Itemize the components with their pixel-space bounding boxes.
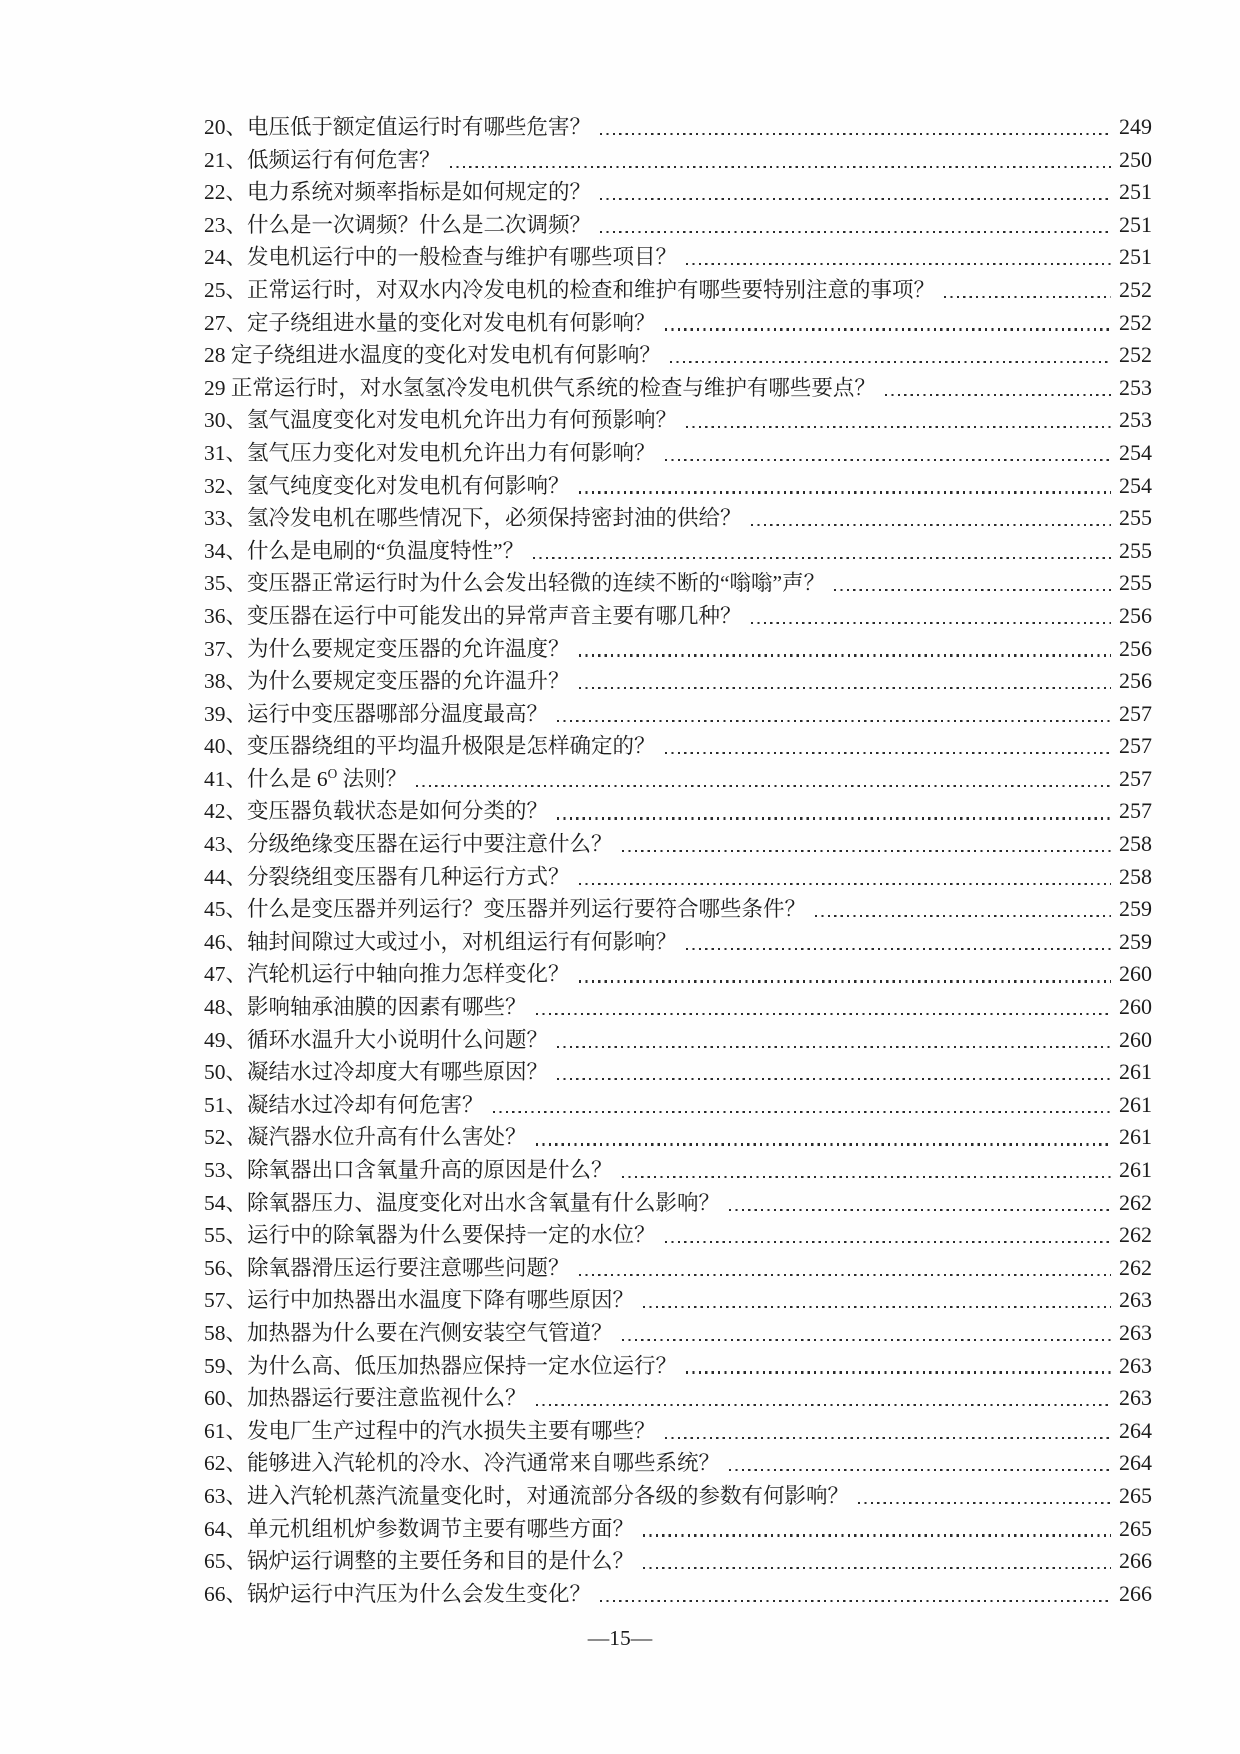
toc-entry-number: 33、 bbox=[204, 506, 248, 531]
toc-entry bbox=[204, 991, 1152, 1024]
toc-entry-page: 261 bbox=[1119, 1059, 1152, 1085]
toc-entry-title: 凝汽器水位升高有什么害处？ bbox=[247, 1125, 527, 1150]
dot-leader bbox=[600, 198, 1111, 200]
toc-entry-title: 氢气纯度变化对发电机有何影响？ bbox=[247, 473, 570, 498]
toc-entry bbox=[204, 404, 1152, 437]
toc-entry-title: 轴封间隙过大或过小，对机组运行有何影响？ bbox=[247, 929, 678, 954]
toc-entry-title: 锅炉运行中汽压为什么会发生变化？ bbox=[247, 1581, 592, 1606]
toc-entry-page: 261 bbox=[1119, 1124, 1152, 1150]
toc-entry bbox=[204, 1382, 1152, 1415]
toc-entry-page: 257 bbox=[1119, 733, 1152, 759]
dot-leader bbox=[665, 1437, 1111, 1439]
dot-leader bbox=[536, 1404, 1111, 1406]
toc-entry-page: 250 bbox=[1119, 146, 1152, 172]
toc-entry-title: 定子绕组进水温度的变化对发电机有何影响？ bbox=[230, 343, 661, 368]
dot-leader bbox=[643, 1567, 1111, 1569]
toc-entry bbox=[204, 470, 1152, 503]
toc-entry bbox=[204, 567, 1152, 600]
toc-entry-title: 氢冷发电机在哪些情况下，必须保持密封油的供给？ bbox=[247, 506, 742, 531]
dot-leader bbox=[557, 817, 1111, 819]
dot-leader bbox=[729, 1209, 1111, 1211]
toc-entry bbox=[204, 535, 1152, 568]
toc-entry-title: 为什么要规定变压器的允许温升？ bbox=[247, 669, 570, 694]
dot-leader bbox=[536, 1143, 1111, 1145]
toc-entry-title: 汽轮机运行中轴向推力怎样变化？ bbox=[247, 962, 570, 987]
toc-entry-number: 56、 bbox=[204, 1255, 248, 1280]
toc-entry-number: 32、 bbox=[204, 473, 248, 498]
dot-leader bbox=[665, 328, 1111, 330]
toc-entry bbox=[204, 144, 1152, 177]
toc-entry-number: 48、 bbox=[204, 995, 248, 1020]
toc-entry-number: 22、 bbox=[204, 180, 248, 205]
toc-entry-title: 运行中的除氧器为什么要保持一定的水位？ bbox=[247, 1223, 656, 1248]
toc-entry-page: 262 bbox=[1119, 1189, 1152, 1215]
dot-leader bbox=[622, 1176, 1111, 1178]
toc-entry-page: 256 bbox=[1119, 602, 1152, 628]
toc-entry-number: 53、 bbox=[204, 1158, 248, 1182]
toc-entry-number: 21、 bbox=[204, 147, 248, 172]
dot-leader bbox=[729, 1469, 1111, 1471]
toc-entry-page: 265 bbox=[1119, 1515, 1152, 1541]
toc-entry-number: 55、 bbox=[204, 1223, 248, 1248]
toc-entry bbox=[204, 1121, 1152, 1154]
toc-entry bbox=[204, 1578, 1152, 1611]
toc-entry bbox=[204, 1154, 1152, 1187]
dot-leader bbox=[557, 1046, 1111, 1048]
toc-entry-title: 电压低于额定值运行时有哪些危害？ bbox=[247, 115, 592, 139]
toc-entry bbox=[204, 1284, 1152, 1317]
toc-entry-title: 锅炉运行调整的主要任务和目的是什么？ bbox=[247, 1549, 635, 1574]
dot-leader bbox=[536, 1013, 1111, 1015]
dot-leader bbox=[686, 948, 1111, 950]
toc-entry-title: 为什么高、低压加热器应保持一定水位运行？ bbox=[247, 1353, 678, 1378]
dot-leader bbox=[751, 622, 1111, 624]
toc-entry-title: 变压器负载状态是如何分类的？ bbox=[247, 799, 549, 824]
toc-entry-number: 49、 bbox=[204, 1027, 248, 1052]
toc-entry-number: 24、 bbox=[204, 245, 248, 270]
toc-entry-number: 57、 bbox=[204, 1288, 248, 1313]
toc-entry bbox=[204, 633, 1152, 666]
toc-entry-title: 除氧器出口含氧量升高的原因是什么？ bbox=[247, 1158, 613, 1182]
toc-entry-number: 29 bbox=[204, 375, 231, 400]
dot-leader bbox=[579, 1274, 1111, 1276]
toc-entry bbox=[204, 1187, 1152, 1220]
toc-entry-page: 263 bbox=[1119, 1287, 1152, 1313]
dot-leader bbox=[944, 296, 1111, 298]
toc-entry-page: 251 bbox=[1119, 211, 1152, 237]
toc-entry bbox=[204, 861, 1152, 894]
toc-entry-number: 31、 bbox=[204, 440, 248, 465]
toc-entry bbox=[204, 307, 1152, 340]
toc-entry-number: 37、 bbox=[204, 636, 248, 661]
toc-entry-title: 分裂绕组变压器有几种运行方式？ bbox=[247, 864, 570, 889]
toc-title-segment: 法则？ bbox=[337, 766, 408, 791]
toc-entry-number: 66、 bbox=[204, 1581, 248, 1606]
toc-entry-page: 251 bbox=[1119, 179, 1152, 205]
toc-entry bbox=[204, 209, 1152, 242]
toc-entry-title: 发电机运行中的一般检查与维护有哪些项目？ bbox=[247, 245, 678, 270]
toc-entry-title bbox=[247, 763, 407, 796]
toc-entry-number: 59、 bbox=[204, 1353, 248, 1378]
toc-entry bbox=[204, 1056, 1152, 1089]
dot-leader bbox=[450, 166, 1111, 168]
dot-leader bbox=[557, 1078, 1111, 1080]
toc-entry-number: 40、 bbox=[204, 734, 248, 759]
toc-entry-number: 47、 bbox=[204, 962, 248, 987]
toc-entry-page: 263 bbox=[1119, 1319, 1152, 1345]
toc-entry-page: 263 bbox=[1119, 1385, 1152, 1411]
toc-entry-page: 257 bbox=[1119, 798, 1152, 824]
toc-entry-page: 260 bbox=[1119, 1026, 1152, 1052]
toc-entry-number: 43、 bbox=[204, 832, 248, 857]
toc-entry-number: 52、 bbox=[204, 1125, 248, 1150]
dot-leader bbox=[643, 1534, 1111, 1536]
toc-entry bbox=[204, 339, 1152, 372]
toc-entry-number: 30、 bbox=[204, 408, 248, 433]
toc-entry-number: 58、 bbox=[204, 1320, 248, 1345]
toc-entry-page: 254 bbox=[1119, 439, 1152, 465]
toc-entry-number: 28 bbox=[204, 343, 231, 368]
toc-entry-title: 除氧器滑压运行要注意哪些问题？ bbox=[247, 1255, 570, 1280]
toc-entry-title: 运行中加热器出水温度下降有哪些原因？ bbox=[247, 1288, 635, 1313]
dot-leader bbox=[557, 720, 1111, 722]
dot-leader bbox=[665, 752, 1111, 754]
toc-entry-page: 261 bbox=[1119, 1091, 1152, 1117]
toc-entry bbox=[204, 1545, 1152, 1578]
toc-entry bbox=[204, 274, 1152, 307]
toc-entry-page: 251 bbox=[1119, 244, 1152, 270]
toc-entry-number: 35、 bbox=[204, 571, 248, 596]
dot-leader bbox=[416, 785, 1111, 787]
toc-entry-number: 45、 bbox=[204, 897, 248, 922]
toc-entry-page: 255 bbox=[1119, 537, 1152, 563]
toc-entry-title: 什么是电刷的“负温度特性”？ bbox=[247, 538, 525, 563]
dot-leader bbox=[686, 1371, 1111, 1373]
toc-entry-number: 27、 bbox=[204, 310, 248, 335]
toc-entry-page: 258 bbox=[1119, 831, 1152, 857]
dot-leader bbox=[600, 133, 1111, 135]
toc-entry-title: 电力系统对频率指标是如何规定的？ bbox=[247, 180, 592, 205]
toc-entry-title: 进入汽轮机蒸汽流量变化时，对通流部分各级的参数有何影响？ bbox=[247, 1483, 850, 1508]
toc-entry-title: 氢气压力变化对发电机允许出力有何影响？ bbox=[247, 440, 656, 465]
toc-entry-title: 除氧器压力、温度变化对出水含氧量有什么影响？ bbox=[247, 1190, 721, 1215]
toc-entry bbox=[204, 1089, 1152, 1122]
toc-entry bbox=[204, 1350, 1152, 1383]
dot-leader bbox=[533, 557, 1111, 559]
toc-entry-page: 257 bbox=[1119, 700, 1152, 726]
toc-entry-page: 259 bbox=[1119, 928, 1152, 954]
toc-entry-title: 凝结水过冷却有何危害？ bbox=[247, 1092, 484, 1117]
toc-entry-number: 65、 bbox=[204, 1549, 248, 1574]
toc-entry-title: 变压器在运行中可能发出的异常声音主要有哪几种？ bbox=[247, 603, 742, 628]
toc-entry-page: 253 bbox=[1119, 407, 1152, 433]
toc-entry-number: 38、 bbox=[204, 669, 248, 694]
dot-leader bbox=[600, 231, 1111, 233]
toc-entry-page: 252 bbox=[1119, 309, 1152, 335]
toc-entry-title: 变压器绕组的平均温升极限是怎样确定的？ bbox=[247, 734, 656, 759]
dot-leader bbox=[600, 1600, 1111, 1602]
toc-entry-page: 258 bbox=[1119, 863, 1152, 889]
dot-leader bbox=[751, 524, 1111, 526]
toc-entry-title: 正常运行时，对双水内冷发电机的检查和维护有哪些要特别注意的事项？ bbox=[247, 277, 936, 302]
toc-entry-page: 256 bbox=[1119, 668, 1152, 694]
toc-entry bbox=[204, 241, 1152, 274]
toc-entry-number: 39、 bbox=[204, 701, 248, 726]
toc-entry-number: 63、 bbox=[204, 1483, 248, 1508]
toc-entry-title: 发电厂生产过程中的汽水损失主要有哪些？ bbox=[247, 1418, 656, 1443]
toc-entry-page: 256 bbox=[1119, 635, 1152, 661]
dot-leader bbox=[815, 915, 1111, 917]
toc-entry bbox=[204, 730, 1152, 763]
toc-entry-page: 253 bbox=[1119, 374, 1152, 400]
toc-entry-page: 249 bbox=[1119, 114, 1152, 139]
toc-entry-page: 261 bbox=[1119, 1157, 1152, 1182]
toc-entry-page: 255 bbox=[1119, 505, 1152, 531]
toc-entry bbox=[204, 1447, 1152, 1480]
toc-entry-number: 36、 bbox=[204, 603, 248, 628]
dot-leader bbox=[493, 1111, 1111, 1113]
dot-leader bbox=[579, 883, 1111, 885]
toc-entry bbox=[204, 1317, 1152, 1350]
dot-leader bbox=[622, 850, 1111, 852]
toc-entry bbox=[204, 1252, 1152, 1285]
toc-entry-page: 265 bbox=[1119, 1482, 1152, 1508]
dot-leader bbox=[885, 394, 1111, 396]
toc-entry-page: 252 bbox=[1119, 342, 1152, 368]
dot-leader bbox=[686, 426, 1111, 428]
toc-entry bbox=[204, 502, 1152, 535]
toc-entry-page: 266 bbox=[1119, 1580, 1152, 1606]
toc-entry-title: 凝结水过冷却度大有哪些原因？ bbox=[247, 1060, 549, 1085]
page-number: —15— bbox=[587, 1626, 653, 1651]
toc-entry-page: 260 bbox=[1119, 994, 1152, 1020]
dot-leader bbox=[579, 687, 1111, 689]
toc-entry-number: 54、 bbox=[204, 1190, 248, 1215]
toc-entry bbox=[204, 372, 1152, 405]
toc-entry-number: 44、 bbox=[204, 864, 248, 889]
dot-leader bbox=[622, 1339, 1111, 1341]
toc-entry-number: 25、 bbox=[204, 277, 248, 302]
toc-entry-number: 64、 bbox=[204, 1516, 248, 1541]
toc-entry-number: 20、 bbox=[204, 115, 248, 139]
toc-entry-title: 循环水温升大小说明什么问题？ bbox=[247, 1027, 549, 1052]
toc-entry-title: 影响轴承油膜的因素有哪些？ bbox=[247, 995, 527, 1020]
toc-entry-title: 能够进入汽轮机的冷水、冷汽通常来自哪些系统？ bbox=[247, 1451, 721, 1476]
toc-entry bbox=[204, 795, 1152, 828]
dot-leader bbox=[643, 1306, 1111, 1308]
toc-entry-title: 加热器运行要注意监视什么？ bbox=[247, 1386, 527, 1411]
toc-entry bbox=[204, 1480, 1152, 1513]
dot-leader bbox=[858, 1502, 1111, 1504]
toc-entry bbox=[204, 1219, 1152, 1252]
toc-entry-page: 264 bbox=[1119, 1450, 1152, 1476]
toc-entry bbox=[204, 698, 1152, 731]
toc-entry-title: 定子绕组进水量的变化对发电机有何影响？ bbox=[247, 310, 656, 335]
toc-entry-page: 266 bbox=[1119, 1548, 1152, 1574]
toc-entry-number: 50、 bbox=[204, 1060, 248, 1085]
toc-entry-title: 低频运行有何危害？ bbox=[247, 147, 441, 172]
toc-entry-page: 264 bbox=[1119, 1417, 1152, 1443]
toc-entry bbox=[204, 893, 1152, 926]
dot-leader bbox=[579, 491, 1111, 493]
toc-entry-number: 23、 bbox=[204, 212, 248, 237]
toc-entry-page: 262 bbox=[1119, 1254, 1152, 1280]
dot-leader bbox=[834, 589, 1111, 591]
toc-entry-title: 什么是一次调频？什么是二次调频？ bbox=[247, 212, 592, 237]
toc-entry-page: 260 bbox=[1119, 961, 1152, 987]
dot-leader bbox=[665, 1241, 1111, 1243]
dot-leader bbox=[670, 361, 1111, 363]
toc-entry-title: 分级绝缘变压器在运行中要注意什么？ bbox=[247, 832, 613, 857]
toc-entry bbox=[204, 828, 1152, 861]
toc-entry-page: 257 bbox=[1119, 765, 1152, 791]
toc-entry-title: 加热器为什么要在汽侧安装空气管道？ bbox=[247, 1320, 613, 1345]
toc-entry-title: 为什么要规定变压器的允许温度？ bbox=[247, 636, 570, 661]
toc-entry-number: 62、 bbox=[204, 1451, 248, 1476]
toc-entry bbox=[204, 1513, 1152, 1546]
toc-entry-number: 34、 bbox=[204, 538, 248, 563]
dot-leader bbox=[686, 263, 1111, 265]
toc-entry bbox=[204, 600, 1152, 633]
toc-entry-page: 263 bbox=[1119, 1352, 1152, 1378]
toc-entry bbox=[204, 958, 1152, 991]
toc-entry-number: 51、 bbox=[204, 1092, 248, 1117]
toc-entry bbox=[204, 111, 1152, 144]
toc-entry bbox=[204, 665, 1152, 698]
toc-entry-page: 255 bbox=[1119, 570, 1152, 596]
toc-entry-title: 氢气温度变化对发电机允许出力有何预影响？ bbox=[247, 408, 678, 433]
dot-leader bbox=[579, 654, 1111, 656]
toc-entry-number: 61、 bbox=[204, 1418, 248, 1443]
toc-entry-title: 正常运行时，对水氢氢冷发电机供气系统的检查与维护有哪些要点？ bbox=[230, 375, 876, 400]
toc-entry-title: 变压器正常运行时为什么会发出轻微的连续不断的“嗡嗡”声？ bbox=[247, 571, 826, 596]
toc-title-segment: 什么是 6 bbox=[247, 766, 328, 791]
toc-entry bbox=[204, 1024, 1152, 1057]
toc-entry-title: 单元机组机炉参数调节主要有哪些方面？ bbox=[247, 1516, 635, 1541]
toc-entry-page: 259 bbox=[1119, 896, 1152, 922]
toc-entry-title: 运行中变压器哪部分温度最高？ bbox=[247, 701, 549, 726]
toc-entry-number: 60、 bbox=[204, 1386, 248, 1411]
toc-title-superscript: O bbox=[327, 765, 338, 781]
toc-entry-page: 252 bbox=[1119, 276, 1152, 302]
toc-entry bbox=[204, 1415, 1152, 1448]
dot-leader bbox=[579, 980, 1111, 982]
page-footer bbox=[0, 1625, 1240, 1651]
toc-entry-title: 什么是变压器并列运行？变压器并列运行要符合哪些条件？ bbox=[247, 897, 807, 922]
toc-entry-number: 46、 bbox=[204, 929, 248, 954]
toc-entry-number: 42、 bbox=[204, 799, 248, 824]
toc-entry-page: 262 bbox=[1119, 1222, 1152, 1248]
toc-entry bbox=[204, 763, 1152, 796]
toc-entry bbox=[204, 176, 1152, 209]
toc-entry bbox=[204, 926, 1152, 959]
toc-entry bbox=[204, 437, 1152, 470]
toc-entry-page: 254 bbox=[1119, 472, 1152, 498]
toc-entry-number: 41、 bbox=[204, 766, 248, 791]
dot-leader bbox=[665, 459, 1111, 461]
